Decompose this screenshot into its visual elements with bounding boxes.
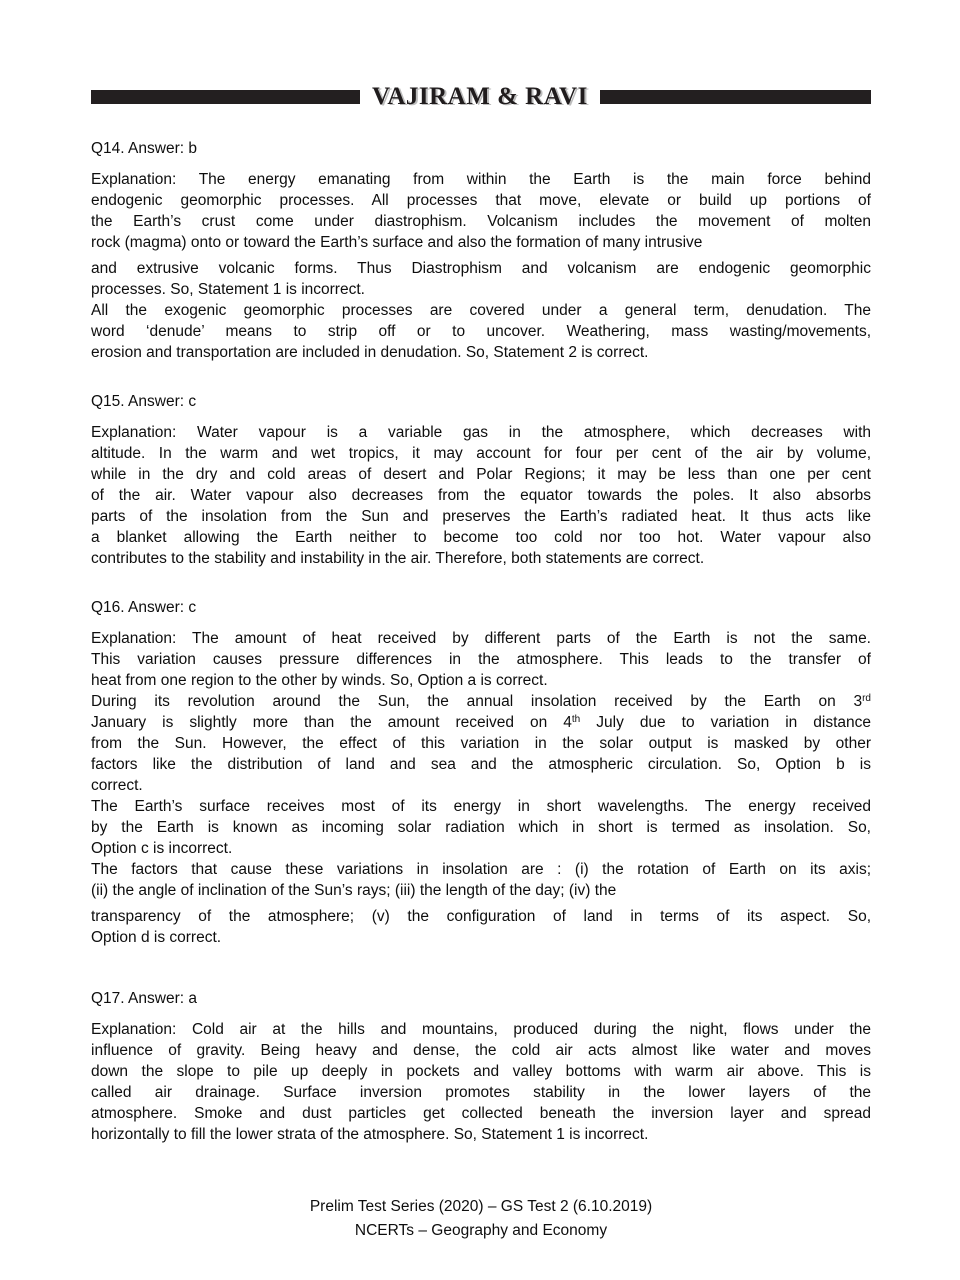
q16-paragraph-3 xyxy=(91,796,871,859)
brand-title: VAJIRAM & RAVI xyxy=(372,83,588,110)
q14-heading: Q14. Answer: b xyxy=(91,140,197,157)
q16-paragraph-2 xyxy=(91,691,871,796)
text-line xyxy=(91,691,871,712)
text-line: atmosphere. Smoke and dust particles get collected beneath the inversion layer and spread xyxy=(91,1105,871,1122)
text-line: The factors that cause these variations in insolation are : (i) the rotation of Earth on its axis; xyxy=(91,861,871,878)
text-line: transparency of the atmosphere; (v) the configuration of land in terms of its aspect. So, xyxy=(91,908,871,925)
ordinal-superscript: th xyxy=(571,714,581,725)
text-line: erosion and transportation are included in denudation. So, Statement 2 is correct. xyxy=(91,344,649,361)
q15-paragraph-1 xyxy=(91,422,871,569)
q16-paragraph-5 xyxy=(91,906,871,948)
text-line: influence of gravity. Being heavy and dense, the cold air acts almost like water and moves xyxy=(91,1042,871,1059)
text-line: Option c is incorrect. xyxy=(91,840,233,857)
q14-paragraph-1 xyxy=(91,169,871,253)
text-line: Option d is correct. xyxy=(91,929,222,946)
brand-header xyxy=(91,84,871,110)
q17-heading: Q17. Answer: a xyxy=(91,990,197,1007)
q14-section xyxy=(91,138,871,363)
q16-paragraph-4 xyxy=(91,859,871,901)
text-line: the Earth’s crust come under diastrophism. Volcanism includes the movement of molten xyxy=(91,213,871,230)
text-line: by the Earth is known as incoming solar radiation which in short is termed as insolation. So, xyxy=(91,819,871,836)
text-line: of the air. Water vapour also decreases from the equator towards the poles. It also absorbs xyxy=(91,487,871,504)
text-line: Explanation: Water vapour is a variable gas in the atmosphere, which decreases with xyxy=(91,424,871,441)
q14-paragraph-3 xyxy=(91,300,871,363)
q16-heading: Q16. Answer: c xyxy=(91,599,197,616)
text-line: Explanation: The energy emanating from within the Earth is the main force behind xyxy=(91,171,871,188)
footer-test-series: Prelim Test Series (2020) – GS Test 2 (6.10.2019) xyxy=(309,1198,653,1215)
text-line: processes. So, Statement 1 is incorrect. xyxy=(91,281,365,298)
text-line: and extrusive volcanic forms. Thus Diastrophism and volcanism are endogenic geomorphic xyxy=(91,260,871,277)
text-run: July due to variation in distance xyxy=(580,714,871,731)
header-rule-right xyxy=(600,90,871,104)
text-line: contributes to the stability and instability in the air. Therefore, both statements are correct. xyxy=(91,550,705,567)
text-line: horizontally to fill the lower strata of the atmosphere. So, Statement 1 is incorrect. xyxy=(91,1126,649,1143)
q15-section xyxy=(91,391,871,569)
text-line: All the exogenic geomorphic processes are covered under a general term, denudation. The xyxy=(91,302,871,319)
text-line: parts of the insolation from the Sun and preserves the Earth’s radiated heat. It thus acts like xyxy=(91,508,871,525)
text-run: January is slightly more than the amount received on 4 xyxy=(91,714,572,731)
text-line: correct. xyxy=(91,777,143,794)
text-line: word ‘denude’ means to strip off or to uncover. Weathering, mass wasting/movements, xyxy=(91,323,871,340)
text-line xyxy=(91,712,871,733)
text-line: called air drainage. Surface inversion promotes stability in the lower layers of the xyxy=(91,1084,871,1101)
text-line: The Earth’s surface receives most of its energy in short wavelengths. The energy received xyxy=(91,798,871,815)
text-run: During its revolution around the Sun, the annual insolation received by the Earth on 3 xyxy=(91,693,863,710)
q16-section xyxy=(91,597,871,948)
text-line: a blanket allowing the Earth neither to become too cold nor too hot. Water vapour also xyxy=(91,529,871,546)
header-rule-left xyxy=(91,90,360,104)
text-line: This variation causes pressure differences in the atmosphere. This leads to the transfer of xyxy=(91,651,871,668)
text-line: factors like the distribution of land and sea and the atmospheric circulation. So, Option b is xyxy=(91,756,871,773)
text-line: rock (magma) onto or toward the Earth’s surface and also the formation of many intrusive xyxy=(91,234,703,251)
footer-subject: NCERTs – Geography and Economy xyxy=(354,1222,608,1239)
text-line: altitude. In the warm and wet tropics, it may account for four per cent of the air by volume, xyxy=(91,445,871,462)
text-line: down the slope to pile up deeply in pockets and valley bottoms with warm air above. This is xyxy=(91,1063,871,1080)
text-line: Explanation: The amount of heat received by different parts of the Earth is not the same. xyxy=(91,630,871,647)
text-line: from the Sun. However, the effect of this variation in the solar output is masked by other xyxy=(91,735,871,752)
text-line: (ii) the angle of inclination of the Sun’s rays; (iii) the length of the day; (iv) the xyxy=(91,882,617,899)
text-line: while in the dry and cold areas of desert and Polar Regions; it may be less than one per cent xyxy=(91,466,871,483)
text-line: heat from one region to the other by winds. So, Option a is correct. xyxy=(91,672,548,689)
q14-paragraph-2 xyxy=(91,258,871,300)
q17-section xyxy=(91,988,871,1145)
text-line: endogenic geomorphic processes. All processes that move, elevate or build up portions of xyxy=(91,192,871,209)
document-body xyxy=(91,138,871,1145)
q15-heading: Q15. Answer: c xyxy=(91,393,197,410)
q17-paragraph-1 xyxy=(91,1019,871,1145)
page-footer xyxy=(91,1195,871,1243)
ordinal-superscript: rd xyxy=(862,693,871,704)
text-line: Explanation: Cold air at the hills and mountains, produced during the night, flows under the xyxy=(91,1021,871,1038)
q16-paragraph-1 xyxy=(91,628,871,691)
